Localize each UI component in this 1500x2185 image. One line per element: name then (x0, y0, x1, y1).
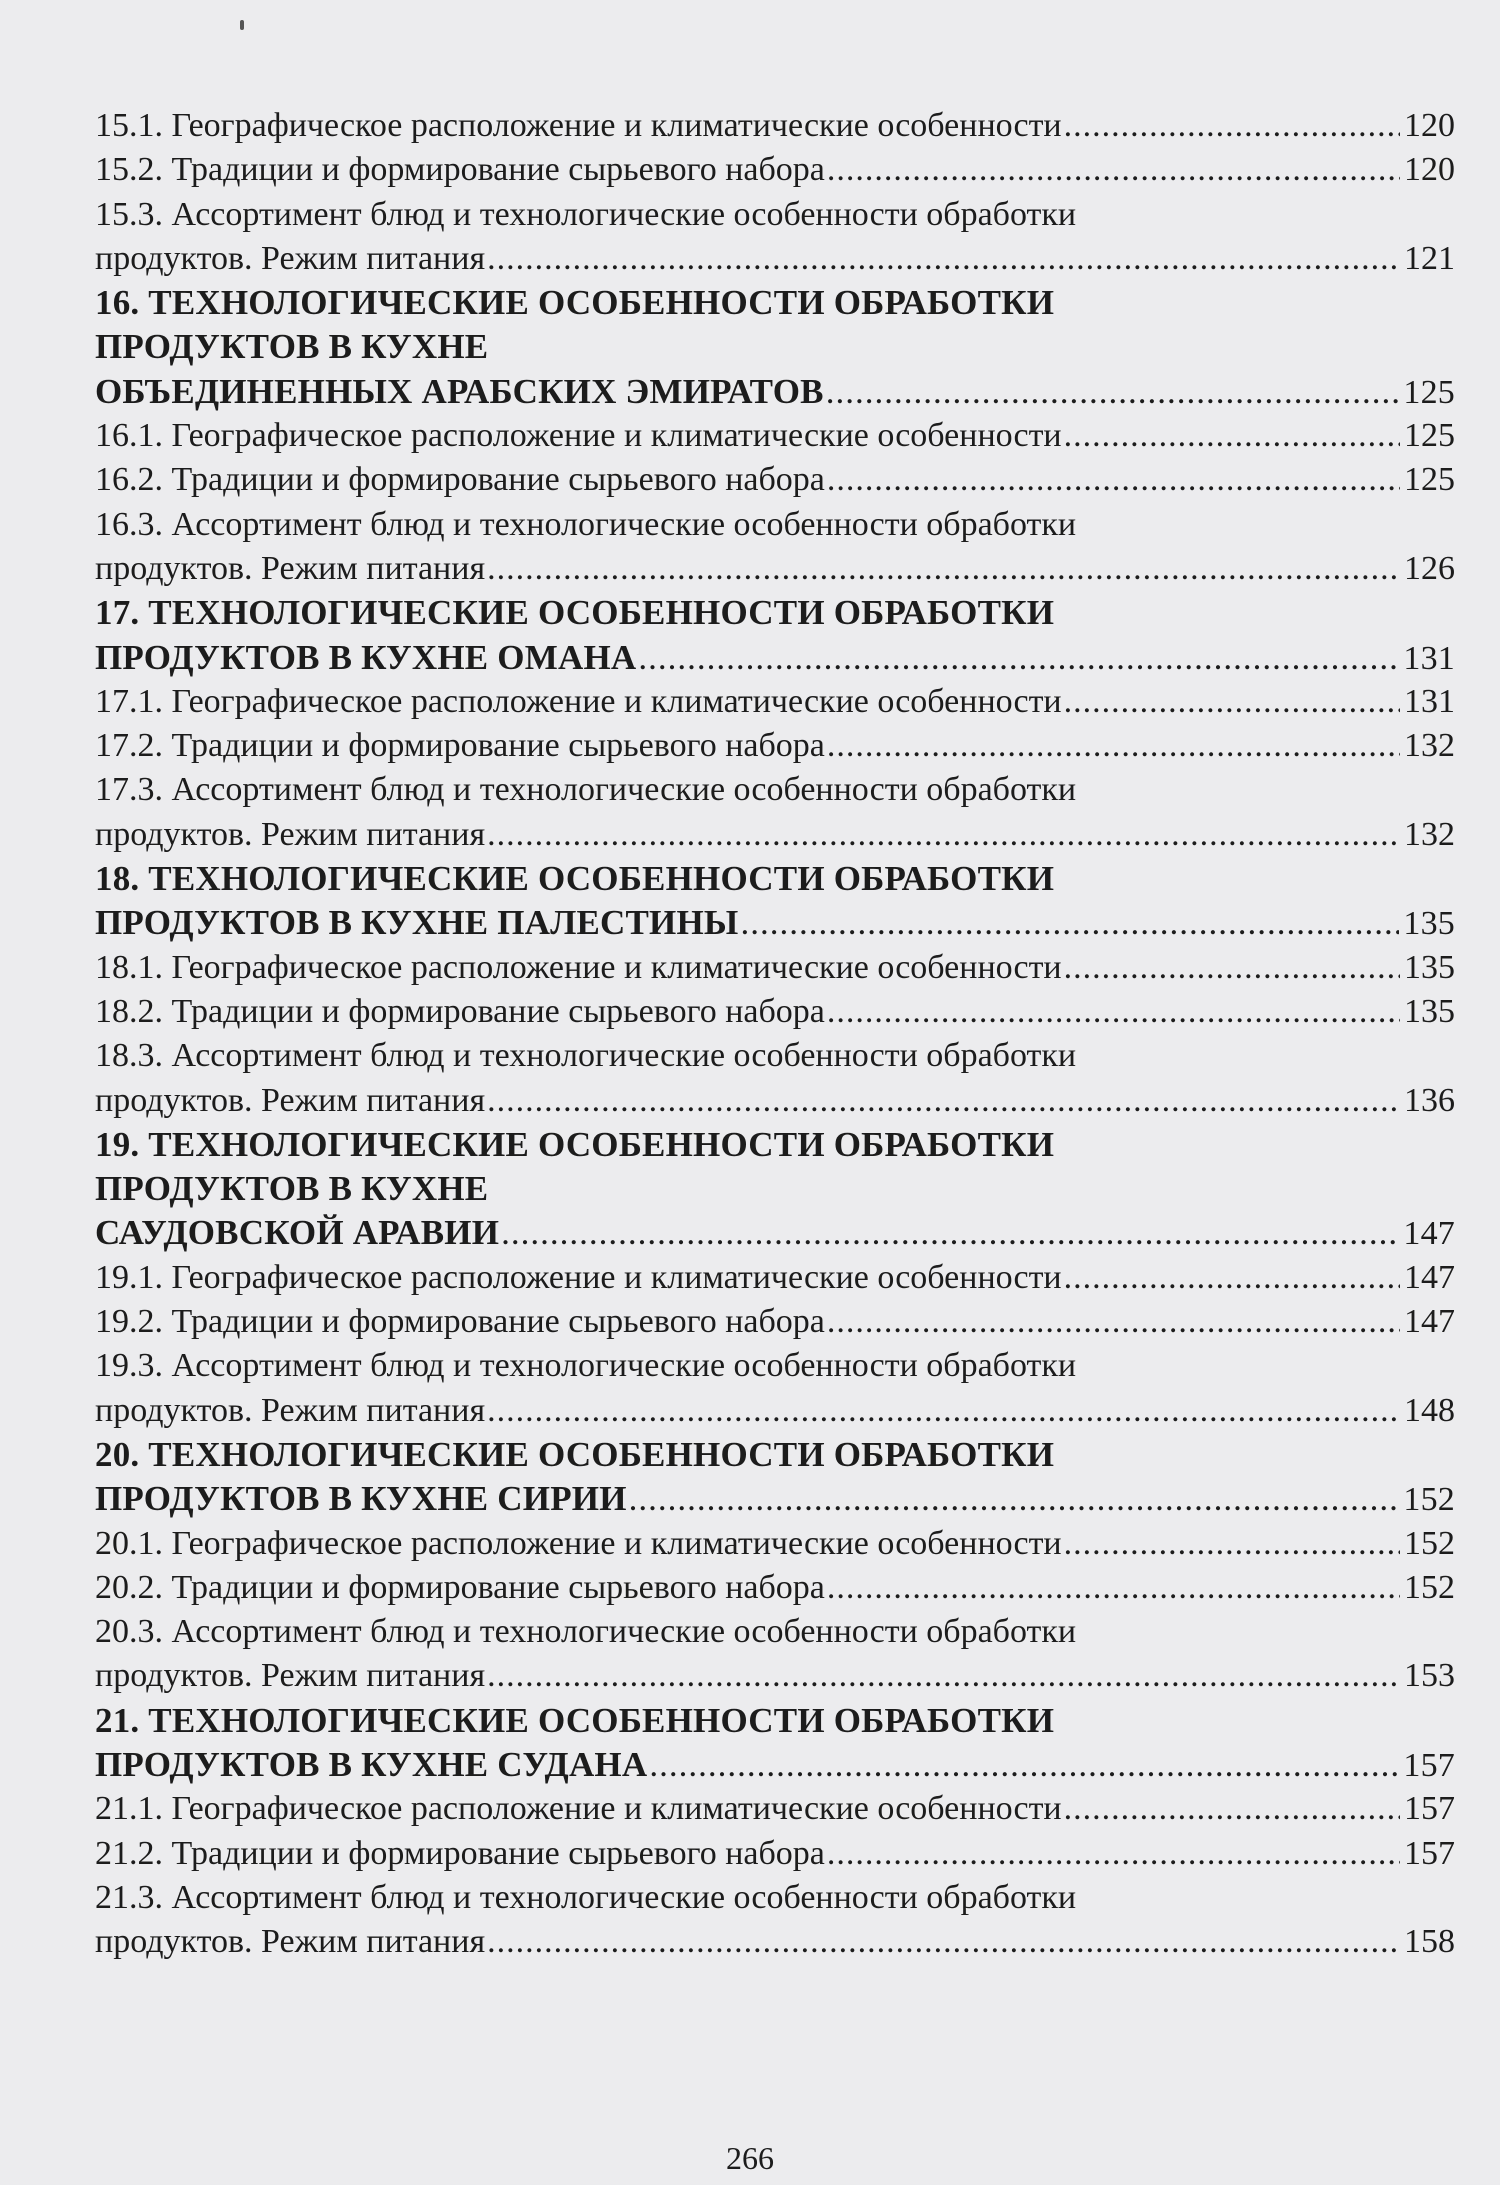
toc-entry-text: 19.1. Географическое расположение и климатические особенности (95, 1258, 1062, 1296)
toc-entry-text: 17.2. Традиции и формирование сырьевого набора (95, 727, 825, 765)
toc-dot-leader (827, 990, 1400, 1034)
toc-entry-text: 18.2. Традиции и формирование сырьевого набора (95, 992, 825, 1030)
toc-heading-line (95, 1433, 1455, 1477)
toc-page-ref: 136 (1404, 1081, 1455, 1119)
toc-entry-text: 20.3. Ассортимент блюд и технологические особенности обработки (95, 1613, 1077, 1651)
toc-entry-text: ПРОДУКТОВ В КУХНЕ СИРИИ (95, 1479, 627, 1519)
toc-page-ref: 135 (1403, 905, 1455, 943)
toc-dot-leader (638, 636, 1399, 680)
toc-entry-text: 20.1. Географическое расположение и климатические особенности (95, 1524, 1062, 1562)
toc-entry-line (95, 946, 1455, 990)
toc-entry-text: 21.1. Географическое расположение и климатические особенности (95, 1790, 1062, 1828)
toc-entry-text: ПРОДУКТОВ В КУХНЕ СУДАНА (95, 1744, 648, 1784)
toc-entry-line (95, 503, 1455, 547)
toc-dot-leader (487, 237, 1400, 281)
toc-page-ref: 131 (1404, 682, 1455, 720)
toc-entry-line (95, 1610, 1455, 1654)
toc-dot-leader (827, 724, 1400, 768)
toc-heading-line (95, 901, 1455, 945)
toc-page-ref: 157 (1404, 1834, 1455, 1872)
toc-entry-line (95, 458, 1455, 502)
toc-entry-text: 15.2. Традиции и формирование сырьевого набора (95, 151, 825, 189)
toc-entry-line (95, 1522, 1455, 1566)
toc-entry-text: 19.2. Традиции и формирование сырьевого набора (95, 1303, 825, 1341)
toc-entry-text: 20. ТЕХНОЛОГИЧЕСКИЕ ОСОБЕННОСТИ ОБРАБОТКИ (95, 1434, 1055, 1474)
toc-page-ref: 152 (1404, 1568, 1455, 1606)
toc-heading-line (95, 281, 1455, 325)
table-of-contents (95, 104, 1455, 1964)
toc-entry-text: продуктов. Режим питания (95, 1657, 486, 1695)
toc-entry-text: 15.1. Географическое расположение и климатические особенности (95, 107, 1062, 144)
toc-entry-text: 19.3. Ассортимент блюд и технологические особенности обработки (95, 1347, 1077, 1385)
toc-dot-leader (1064, 1256, 1400, 1300)
toc-heading-line (95, 1123, 1455, 1167)
toc-dot-leader (629, 1477, 1400, 1521)
toc-entry-text: 16.1. Географическое расположение и климатические особенности (95, 417, 1062, 455)
toc-page-ref: 125 (1403, 373, 1455, 411)
toc-dot-leader (487, 1654, 1400, 1698)
toc-dot-leader (1064, 1522, 1400, 1566)
toc-entry-line (95, 768, 1455, 812)
toc-dot-leader (487, 1079, 1400, 1123)
toc-page-ref: 132 (1404, 727, 1455, 765)
toc-dot-leader (827, 148, 1400, 192)
toc-heading-line (95, 1167, 1455, 1211)
toc-entry-text: 19. ТЕХНОЛОГИЧЕСКИЕ ОСОБЕННОСТИ ОБРАБОТКИ (95, 1124, 1055, 1164)
toc-page-ref: 157 (1403, 1746, 1455, 1784)
toc-entry-text: 15.3. Ассортимент блюд и технологические особенности обработки (95, 195, 1077, 233)
toc-heading-line (95, 591, 1455, 635)
toc-entry-text: 17.3. Ассортимент блюд и технологические особенности обработки (95, 771, 1077, 809)
toc-entry-line (95, 813, 1455, 857)
toc-dot-leader (827, 1566, 1400, 1610)
toc-page-ref: 125 (1404, 461, 1455, 499)
toc-heading-line (95, 1211, 1455, 1255)
toc-entry-line (95, 1787, 1455, 1831)
toc-entry-line (95, 1566, 1455, 1610)
toc-entry-line (95, 1256, 1455, 1300)
toc-page-ref: 152 (1404, 1524, 1455, 1562)
toc-entry-text: 17.1. Географическое расположение и климатические особенности (95, 682, 1062, 720)
toc-entry-text: 21. ТЕХНОЛОГИЧЕСКИЕ ОСОБЕННОСТИ ОБРАБОТКИ (95, 1700, 1055, 1740)
toc-entry-line (95, 1389, 1455, 1433)
toc-entry-text: ОБЪЕДИНЕННЫХ АРАБСКИХ ЭМИРАТОВ (95, 371, 824, 411)
toc-entry-text: ПРОДУКТОВ В КУХНЕ (95, 327, 489, 367)
toc-entry-line (95, 1344, 1455, 1388)
toc-heading-line (95, 857, 1455, 901)
toc-dot-leader (1064, 680, 1400, 724)
toc-dot-leader (1064, 104, 1400, 148)
toc-dot-leader (1064, 1787, 1400, 1831)
toc-page-ref: 157 (1404, 1790, 1455, 1828)
toc-dot-leader (1064, 946, 1400, 990)
toc-entry-line (95, 1300, 1455, 1344)
toc-heading-line (95, 1743, 1455, 1787)
toc-entry-text: ПРОДУКТОВ В КУХНЕ ПАЛЕСТИНЫ (95, 903, 739, 943)
toc-page-ref: 120 (1404, 151, 1455, 189)
toc-entry-line (95, 680, 1455, 724)
toc-entry-text: продуктов. Режим питания (95, 1081, 486, 1119)
toc-entry-text: продуктов. Режим питания (95, 1391, 486, 1429)
toc-dot-leader (501, 1211, 1399, 1255)
toc-entry-line (95, 1654, 1455, 1698)
toc-entry-line (95, 104, 1455, 148)
toc-entry-text: продуктов. Режим питания (95, 1923, 486, 1961)
toc-heading-line (95, 636, 1455, 680)
toc-entry-line (95, 193, 1455, 237)
toc-dot-leader (827, 1832, 1400, 1876)
toc-entry-text: 17. ТЕХНОЛОГИЧЕСКИЕ ОСОБЕННОСТИ ОБРАБОТКИ (95, 593, 1055, 633)
toc-page-ref: 135 (1404, 948, 1455, 986)
toc-dot-leader (827, 458, 1400, 502)
toc-page-ref: 131 (1403, 639, 1455, 677)
toc-entry-text: 20.2. Традиции и формирование сырьевого набора (95, 1568, 825, 1606)
toc-page-ref: 153 (1404, 1657, 1455, 1695)
toc-entry-text: 16.2. Традиции и формирование сырьевого набора (95, 461, 825, 499)
toc-entry-line (95, 1876, 1455, 1920)
toc-page-ref: 147 (1403, 1215, 1455, 1253)
toc-entry-line (95, 237, 1455, 281)
toc-entry-line (95, 1920, 1455, 1964)
toc-page-ref: 120 (1404, 107, 1455, 144)
toc-entry-text: ПРОДУКТОВ В КУХНЕ ОМАНА (95, 637, 637, 677)
toc-dot-leader (649, 1743, 1399, 1787)
toc-entry-text: 18. ТЕХНОЛОГИЧЕСКИЕ ОСОБЕННОСТИ ОБРАБОТКИ (95, 859, 1055, 899)
toc-entry-line (95, 990, 1455, 1034)
toc-entry-text: 18.1. Географическое расположение и климатические особенности (95, 948, 1062, 986)
toc-entry-text: ПРОДУКТОВ В КУХНЕ (95, 1169, 489, 1209)
toc-dot-leader (487, 1920, 1400, 1964)
toc-heading-line (95, 325, 1455, 369)
toc-heading-line (95, 370, 1455, 414)
toc-entry-line (95, 1034, 1455, 1078)
toc-entry-line (95, 547, 1455, 591)
scan-artifact-mark (240, 20, 244, 30)
toc-heading-line (95, 1477, 1455, 1521)
toc-entry-text: САУДОВСКОЙ АРАВИИ (95, 1213, 500, 1253)
toc-page-ref: 121 (1404, 239, 1455, 277)
toc-entry-text: 16.3. Ассортимент блюд и технологические особенности обработки (95, 505, 1077, 543)
toc-dot-leader (487, 813, 1400, 857)
toc-page-ref: 125 (1404, 417, 1455, 455)
toc-page-ref: 147 (1404, 1258, 1455, 1296)
toc-entry-line (95, 724, 1455, 768)
toc-entry-text: продуктов. Режим питания (95, 815, 486, 853)
toc-entry-line (95, 1832, 1455, 1876)
toc-dot-leader (826, 370, 1400, 414)
toc-page-ref: 152 (1403, 1481, 1455, 1519)
toc-page-ref: 132 (1404, 815, 1455, 853)
toc-entry-text: 16. ТЕХНОЛОГИЧЕСКИЕ ОСОБЕННОСТИ ОБРАБОТКИ (95, 283, 1055, 323)
toc-page-ref: 148 (1404, 1391, 1455, 1429)
toc-entry-text: 21.2. Традиции и формирование сырьевого набора (95, 1834, 825, 1872)
toc-entry-line (95, 414, 1455, 458)
toc-dot-leader (1064, 414, 1400, 458)
toc-dot-leader (740, 901, 1399, 945)
toc-dot-leader (487, 547, 1400, 591)
toc-entry-line (95, 1079, 1455, 1123)
toc-heading-line (95, 1699, 1455, 1743)
toc-page-ref: 147 (1404, 1303, 1455, 1341)
page-number: 266 (726, 2140, 774, 2176)
toc-entry-text: продуктов. Режим питания (95, 239, 486, 277)
toc-page-ref: 126 (1404, 549, 1455, 587)
toc-dot-leader (487, 1389, 1400, 1433)
toc-dot-leader (827, 1300, 1400, 1344)
toc-page-ref: 135 (1404, 992, 1455, 1030)
toc-entry-text: 18.3. Ассортимент блюд и технологические особенности обработки (95, 1037, 1077, 1075)
toc-page-ref: 158 (1404, 1923, 1455, 1961)
toc-entry-text: продуктов. Режим питания (95, 549, 486, 587)
toc-entry-line (95, 148, 1455, 192)
toc-entry-text: 21.3. Ассортимент блюд и технологические особенности обработки (95, 1878, 1077, 1916)
